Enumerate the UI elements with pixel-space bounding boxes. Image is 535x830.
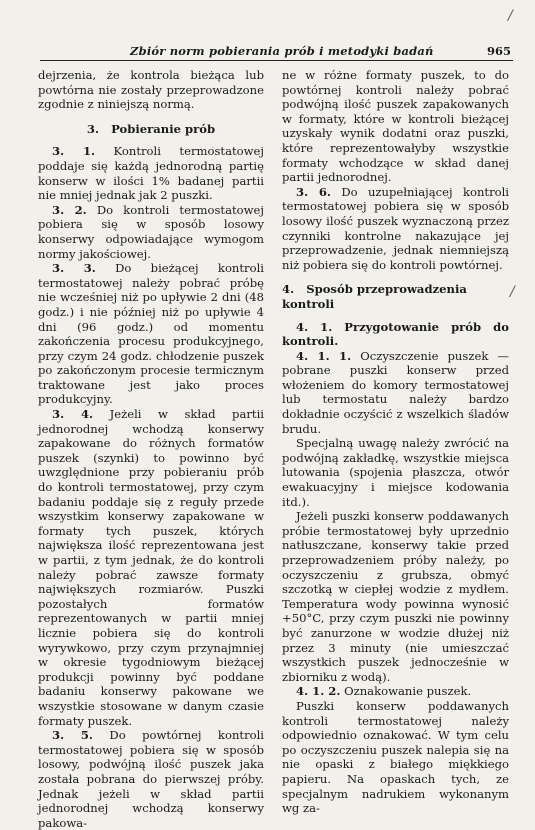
paragraph-text: Jeżeli w skład partii jednorodnej wchodzą konserwy zapakowane do różnych formatów puszek (szynki) to powinno być uwzględnione przy pobieraniu prób do kontroli termostatowej, przy czym badaniu poddaje się z reguły przede wszystkim konserwy zapakowane w formaty tych puszek, których największa ilość reprezentowana jest w partii, z tym jednak, że do kontroli należy pobrać zawsze formaty największych rozmiarów. Puszki pozostałych formatów reprezentowanych w partii mniej licznie pobiera się do kontroli wyrywkowo, przy czym przynajmniej w okresie tygodniowym bieżącej produkcji powinny być poddane badaniu konserwy pakowane we wszystkie stosowane w danym czasie formaty puszek.: [38, 407, 264, 728]
paragraph-marking: Puszki konserw poddawanych kontroli termostatowej należy odpowiednio oznakować. W tym celu po oczyszczeniu puszek nalepia się na nie opaski z białego miękkiego papieru. Na opaskach tych, ze specjalnym nadrukiem wykonanym wg za-: [282, 698, 509, 816]
paragraph-number: 3. 4.: [52, 407, 94, 422]
section-title: Sposób przeprowadzenia kontroli: [282, 282, 467, 311]
paragraph-text: Do kontroli termostatowej pobiera się w sposób losowy konserwy odpowiadające wymogom normy jakościowej.: [38, 202, 265, 261]
paragraph-number: 3. 1.: [52, 144, 96, 159]
subsection-number: 4. 1.: [296, 319, 333, 334]
subsection-title: Przygotowanie prób do kontroli.: [282, 319, 509, 349]
paragraph-special-attention: Specjalną uwagę należy zwrócić na podwójną zakładkę, wszystkie miejsca lutowania (spojenia płaszcza, otwór ewakuacyjny i miejsce kodowania itd.).: [282, 436, 509, 509]
paragraph-intro: dejrzenia, że kontrola bieżąca lub powtórna nie zostały przeprowadzone zgodnie z niniejszą normą.: [38, 68, 264, 112]
page-number: 965: [486, 44, 511, 58]
section-3-heading: [38, 122, 264, 137]
paragraph-number: 4. 1. 1.: [296, 348, 352, 363]
section-4-heading: [282, 282, 509, 311]
subsection-4-1-heading: [282, 320, 509, 349]
paragraph-number: 3. 5.: [52, 728, 93, 743]
paragraph-3-6: [282, 185, 509, 273]
paragraph-number: 4. 1. 2.: [296, 684, 341, 699]
paragraph-text: Do uzupełniającej kontroli termostatowej pobiera się w sposób losowy ilość puszek wyznaczoną przez czynniki kontrolne nakazujące jej przeprowadzenie, jednak niemniejszą niż pobiera się do kontroli powtórnej.: [282, 184, 510, 272]
paragraph-number: 3. 6.: [296, 184, 331, 199]
paragraph-number: 3. 3.: [52, 261, 96, 276]
paragraph-text: Oznakowanie puszek.: [344, 684, 472, 699]
paragraph-4-1-2: [282, 684, 509, 699]
left-column: [38, 68, 264, 830]
running-title: Zbiór norm pobierania prób i metodyki badań: [130, 44, 434, 58]
pencil-mark-icon: /: [510, 284, 515, 300]
paragraph-number: 3. 2.: [52, 202, 87, 217]
paragraph-3-5-continued: ne w różne formaty puszek, to do powtórnej kontroli należy pobrać podwójną ilość puszek zapakowanych w formaty, które w kontroli bieżącej uzyskały wynik dodatni oraz puszki, które reprezentowałyby wszystkie formaty wchodzące w skład danej partii jednorodnej.: [282, 68, 509, 185]
pencil-mark-icon: /: [508, 8, 513, 24]
section-title: Pobieranie prób: [111, 121, 216, 136]
paragraph-3-4: [38, 407, 264, 728]
section-number: 4.: [282, 282, 295, 297]
paragraph-3-1: [38, 144, 264, 202]
paragraph-text: Do bieżącej kontroli termostatowej należy pobrać próbę nie wcześniej niż po upływie 2 dni (48 godz.) i nie później niż po upływie 4 dni (96 godz.) od momentu zakończenia procesu produkcyjnego, przy czym 24 godz. chłodzenie puszek po zakończonym procesie termicznym traktowane jest jako proces produkcyjny.: [38, 261, 264, 407]
right-column: [282, 68, 509, 816]
paragraph-text: Do powtórnej kontroli termostatowej pobiera się w sposób losowy, podwójną ilość puszek jaka została pobrana do pierwszej próby. Jednak jeżeli w skład partii jednorodnej wchodzą konserwy pakowa-: [38, 728, 265, 830]
paragraph-greased-cans: Jeżeli puszki konserw poddawanych próbie termostatowej były uprzednio natłuszczane, konserwy takie przed przeprowadzeniem próby należy, po oczyszczeniu z grubsza, obmyć szczotką w ciepłej wodzie z mydłem. Temperatura wody powinna wynosić +50°C, przy czym puszki nie powinny być zanurzone w wodzie dłużej niż przez 3 minuty (nie umieszczać wszystkich puszek jednocześnie w zbiorniku z wodą).: [282, 509, 509, 684]
paragraph-3-2: [38, 203, 264, 261]
section-number: 3.: [86, 121, 100, 136]
paragraph-4-1-1: [282, 349, 509, 437]
paragraph-text: Oczyszczenie puszek — pobrane puszki konserw przed włożeniem do komory termostatowej lub termostatu należy bardzo dokładnie oczyścić z wszelkich śladów brudu.: [282, 348, 510, 436]
running-header: [40, 40, 513, 61]
paragraph-text: Kontroli termostatowej poddaje się każdą jednorodną partię konserw w ilości 1% badanej partii nie mniej jednak jak 2 puszki.: [38, 144, 265, 203]
paragraph-3-3: [38, 261, 264, 407]
paragraph-3-5: [38, 728, 264, 830]
